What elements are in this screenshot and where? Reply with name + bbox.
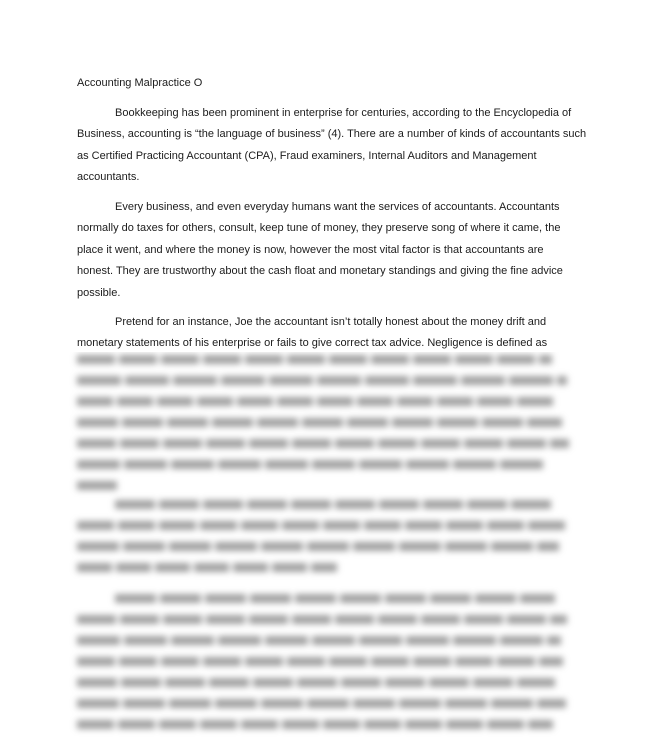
document-title: Accounting Malpractice O <box>77 77 203 89</box>
paragraph-line: Every business, and even everyday humans want the services of accountants. Accountants <box>115 201 560 213</box>
blurred-paragraph <box>77 588 577 741</box>
paragraph-line: honest. They are trustworthy about the cash float and monetary standings and giving the fine advice <box>77 265 563 278</box>
paragraph-line: Business, accounting is “the language of business” (4). There are a number of kinds of accountants such <box>77 128 587 141</box>
paragraph-1 <box>77 103 587 189</box>
paragraph-line: place it went, and where the money is now, however the most vital factor is that accountants are <box>77 243 544 256</box>
paragraph-line: monetary statements of his enterprise or fails to give correct tax advice. Negligence is defined as <box>77 337 548 350</box>
paragraph-line: accountants. <box>77 171 140 184</box>
paragraph-3 <box>77 312 577 355</box>
blurred-preview-region <box>0 352 650 750</box>
paragraph-line: possible. <box>77 286 121 299</box>
paragraph-2 <box>77 197 577 304</box>
blurred-paragraph <box>77 352 577 502</box>
paragraph-line: Bookkeeping has been prominent in enterprise for centuries, according to the Encyclopedia of <box>115 107 572 119</box>
paragraph-line: as Certified Practicing Accountant (CPA), Fraud examiners, Internal Auditors and Management <box>77 149 537 162</box>
blurred-paragraph <box>77 494 577 584</box>
paragraph-line: Pretend for an instance, Joe the accountant isn’t totally honest about the money drift and <box>115 316 547 328</box>
paragraph-line: normally do taxes for others, consult, keep tune of money, they preserve song of where it came, the <box>77 222 561 235</box>
